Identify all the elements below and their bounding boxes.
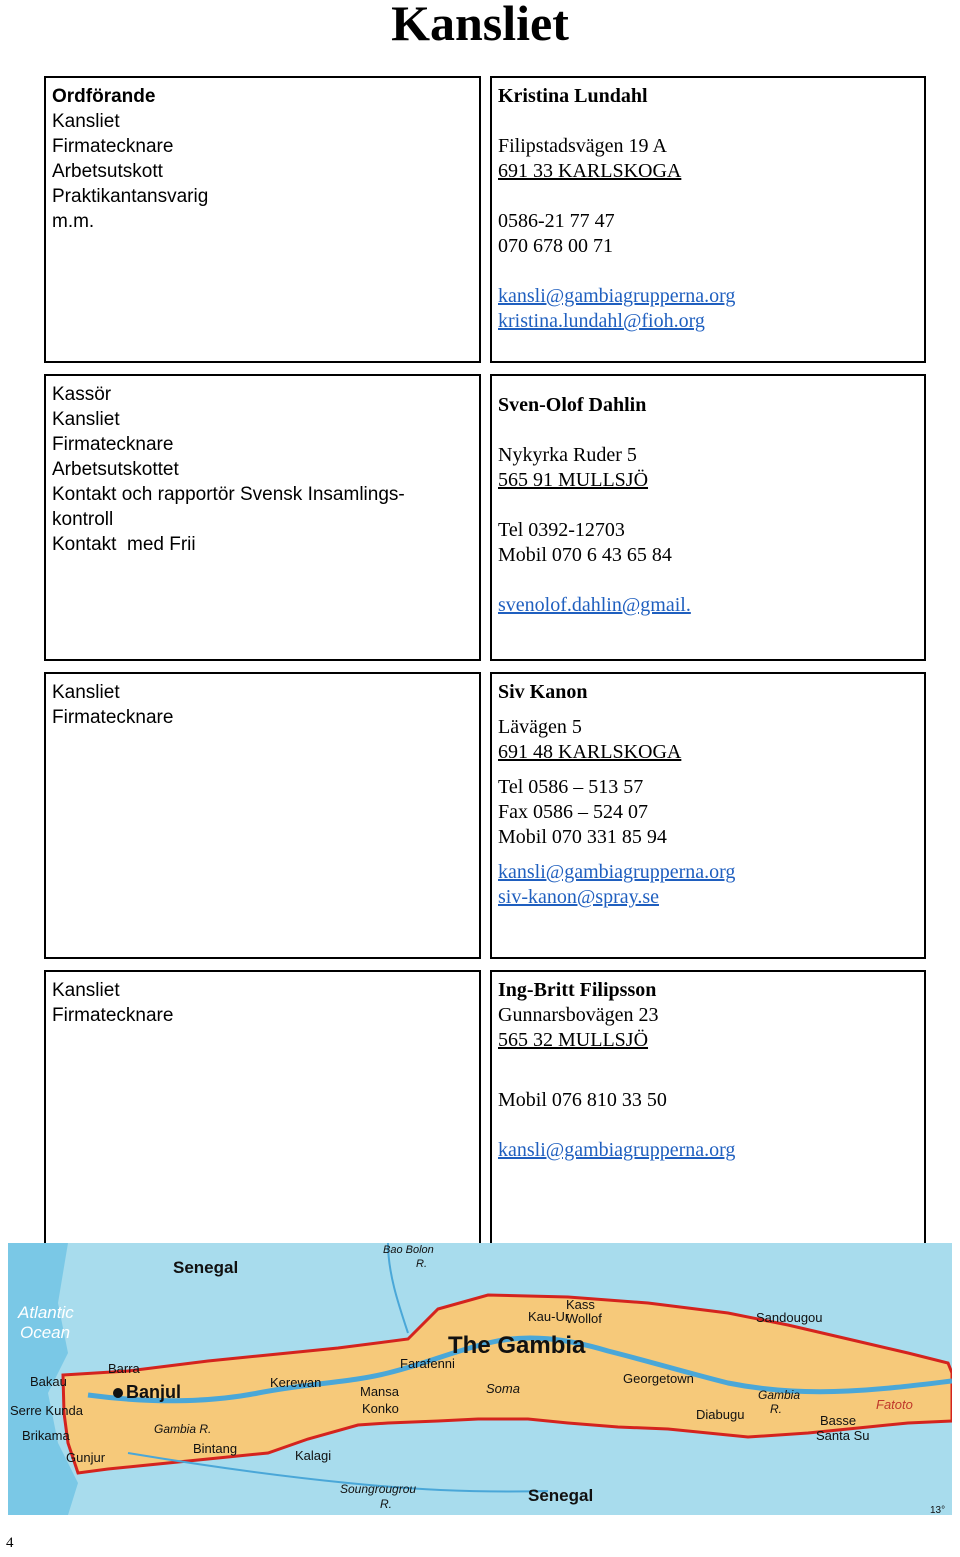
contact-box-3	[490, 672, 926, 959]
phone: Mobil 076 810 33 50	[498, 1089, 667, 1111]
role-line: Kansliet	[52, 980, 120, 1001]
contact-name: Siv Kanon	[498, 681, 588, 703]
map-label-soungrougrou: Soungrougrou	[340, 1482, 417, 1496]
map-label-bintang: Bintang	[193, 1441, 238, 1456]
capital-marker	[113, 1388, 123, 1398]
contact-name: Ing-Britt Filipsson	[498, 979, 657, 1001]
map-label-serrekunda: Serre Kunda	[10, 1403, 83, 1418]
role-line: kontroll	[52, 509, 114, 530]
role-list	[52, 382, 479, 557]
email-link[interactable]: svenolof.dahlin@gmail.	[498, 594, 691, 616]
contact-box-2	[490, 374, 926, 661]
map-label-soma: Soma	[486, 1381, 520, 1396]
role-line: Praktikantansvarig	[52, 186, 209, 207]
gambia-map	[8, 1243, 952, 1515]
role-line: Arbetsutskott	[52, 161, 163, 182]
page-number: 4	[6, 1535, 14, 1551]
contact-name: Sven-Olof Dahlin	[498, 394, 647, 416]
map-label-kass: Kass	[566, 1297, 595, 1312]
map-label-bao-bolon-r: R.	[416, 1258, 427, 1270]
email-link[interactable]: siv-kanon@spray.se	[498, 886, 659, 908]
role-box-3	[44, 672, 481, 959]
role-list	[52, 978, 479, 1028]
map-label-mansa: Mansa	[360, 1384, 400, 1399]
postal-address: 565 91 MULLSJÖ	[498, 469, 649, 491]
map-label-gambia-r-east: Gambia	[758, 1388, 801, 1402]
email-link[interactable]: kansli@gambiagrupperna.org	[498, 285, 736, 307]
contact-name: Kristina Lundahl	[498, 85, 648, 107]
phone: Mobil 070 331 85 94	[498, 826, 667, 848]
role-box-4	[44, 970, 481, 1270]
map-label-santa-su: Santa Su	[816, 1428, 870, 1443]
street-address: Nykyrka Ruder 5	[498, 444, 637, 466]
postal-address: 565 32 MULLSJÖ	[498, 1029, 649, 1051]
role-line: Ordförande	[52, 86, 156, 107]
map-label-banjul: Banjul	[126, 1382, 182, 1402]
map-label-kerewan: Kerewan	[270, 1375, 322, 1390]
email-link[interactable]: kristina.lundahl@fioh.org	[498, 310, 705, 332]
map-label-senegal-south: Senegal	[528, 1486, 594, 1505]
map-label-kalagi: Kalagi	[295, 1448, 332, 1463]
map-label-the-gambia: The Gambia	[448, 1332, 586, 1359]
role-line: Kassör	[52, 384, 112, 405]
map-label-gambia-r-east-r: R.	[770, 1402, 782, 1416]
role-line: Arbetsutskottet	[52, 459, 179, 480]
map-label-gunjur: Gunjur	[66, 1450, 106, 1465]
map-label-senegal-north: Senegal	[173, 1258, 239, 1277]
email-link[interactable]: kansli@gambiagrupperna.org	[498, 861, 736, 883]
fax: Fax 0586 – 524 07	[498, 801, 648, 823]
role-line: m.m.	[52, 211, 95, 232]
role-line: Firmatecknare	[52, 136, 174, 157]
map-label-fatoto: Fatoto	[876, 1397, 913, 1412]
street-address: Gunnarsbovägen 23	[498, 1004, 659, 1026]
map-label-georgetown: Georgetown	[623, 1371, 694, 1386]
map-label-soungrougrou-r: R.	[380, 1497, 392, 1511]
contact-box-4	[490, 970, 926, 1270]
role-box-1	[44, 76, 481, 363]
role-line: Kansliet	[52, 682, 120, 703]
phone: 0586-21 77 47	[498, 210, 615, 232]
map-label-konko: Konko	[362, 1401, 399, 1416]
phone: Tel 0586 – 513 57	[498, 776, 644, 798]
map-label-barra: Barra	[108, 1361, 140, 1376]
map-label-bao-bolon: Bao Bolon	[383, 1244, 434, 1256]
map-label-bakau: Bakau	[30, 1374, 67, 1389]
map-label-atlantic: Atlantic	[18, 1303, 74, 1322]
role-list	[52, 680, 479, 730]
role-list	[52, 84, 479, 234]
map-label-wollof: Wollof	[566, 1311, 602, 1326]
role-box-2	[44, 374, 481, 661]
role-line: Kontakt och rapportör Svensk Insamlings-	[52, 484, 405, 505]
role-line: Firmatecknare	[52, 707, 174, 728]
map-label-latitude: 13°	[930, 1505, 946, 1515]
phone: Mobil 070 6 43 65 84	[498, 544, 672, 566]
phone: 070 678 00 71	[498, 235, 613, 257]
role-line: Firmatecknare	[52, 1005, 174, 1026]
street-address: Filipstadsvägen 19 A	[498, 135, 667, 157]
map-label-farafenni: Farafenni	[400, 1356, 455, 1371]
street-address: Lävägen 5	[498, 716, 582, 738]
map-label-basse: Basse	[820, 1413, 857, 1428]
map-label-diabugu: Diabugu	[696, 1407, 745, 1422]
contact-box-1	[490, 76, 926, 363]
map-label-ocean: Ocean	[20, 1323, 71, 1342]
map-label-gambia-r-west: Gambia R.	[154, 1422, 212, 1436]
role-line: Kontakt med Frii	[52, 534, 196, 555]
phone: Tel 0392-12703	[498, 519, 625, 541]
role-line: Firmatecknare	[52, 434, 174, 455]
postal-address: 691 48 KARLSKOGA	[498, 741, 682, 763]
map-label-brikama: Brikama	[22, 1428, 70, 1443]
map-label-kau-ur: Kau-Ur	[528, 1309, 570, 1324]
role-line: Kansliet	[52, 111, 120, 132]
email-link[interactable]: kansli@gambiagrupperna.org	[498, 1139, 736, 1161]
postal-address: 691 33 KARLSKOGA	[498, 160, 682, 182]
role-line: Kansliet	[52, 409, 120, 430]
map-label-sandougou: Sandougou	[756, 1310, 823, 1325]
page-title: Kansliet	[391, 0, 569, 51]
